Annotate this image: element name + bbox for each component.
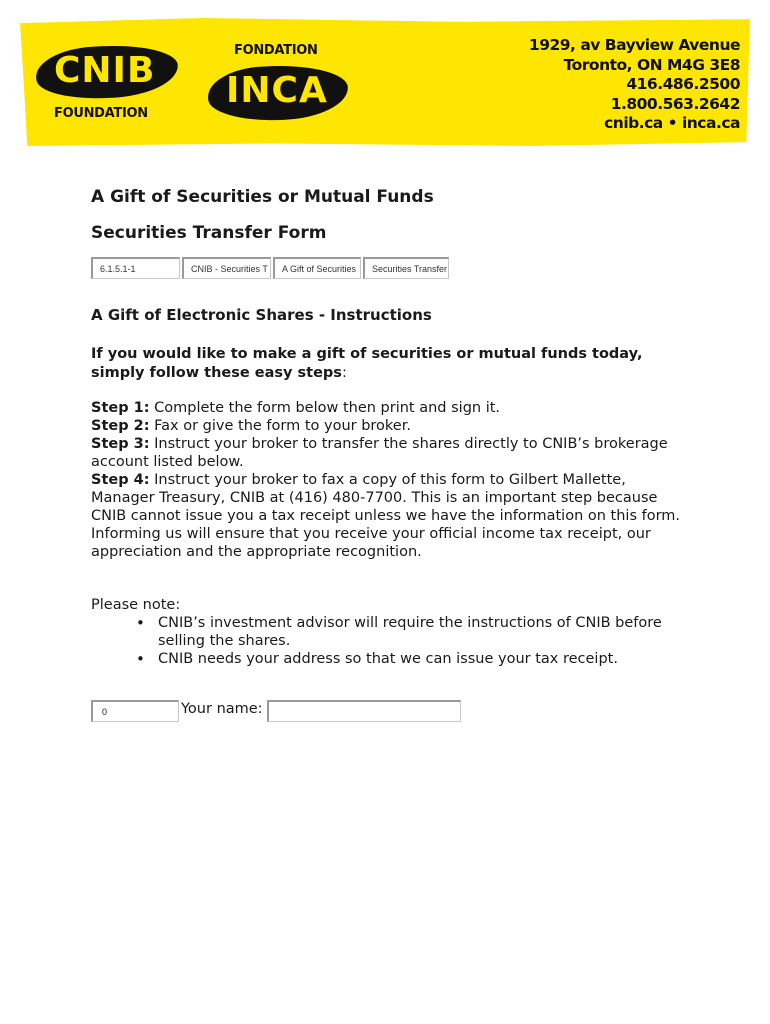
address-street: 1929, av Bayview Avenue xyxy=(528,36,740,54)
step-text: Instruct your broker to transfer the shares directly to CNIB’s brokerage account listed below. xyxy=(91,436,668,470)
fondation-label: FONDATION xyxy=(234,43,318,58)
inca-logo-word: INCA xyxy=(226,70,328,111)
lead-text: If you would like to make a gift of securities or mutual funds today, simply follow these easy steps xyxy=(91,346,643,381)
note-heading: Please note: xyxy=(91,597,181,613)
form-code-field[interactable]: CNIB - Securities T xyxy=(182,257,271,279)
steps-list xyxy=(91,399,691,561)
step-label: Step 1: xyxy=(91,400,150,416)
document-subtitle: Securities Transfer Form xyxy=(91,223,327,243)
please-note-section xyxy=(91,596,691,668)
note-bullet: • CNIB needs your address so that we can issue your tax receipt. xyxy=(136,650,691,668)
form-code-field[interactable]: 6.1.5.1-1 xyxy=(91,257,180,279)
document-title: A Gift of Securities or Mutual Funds xyxy=(91,187,434,207)
cnib-logo-word: CNIB xyxy=(54,50,156,91)
step-label: Step 2: xyxy=(91,418,150,434)
note-bullet: • CNIB’s investment advisor will require the instructions of CNIB before selling the shares. xyxy=(136,614,691,650)
name-input[interactable] xyxy=(267,700,461,722)
name-row xyxy=(91,700,691,722)
step-item xyxy=(91,435,691,471)
step-item xyxy=(91,471,691,561)
name-label: Your name: xyxy=(181,701,263,717)
lead-colon: : xyxy=(341,364,347,381)
form-code-fields xyxy=(91,257,691,279)
step-text: Complete the form below then print and sign it. xyxy=(149,400,501,416)
lead-paragraph xyxy=(91,345,691,382)
document-body xyxy=(91,186,691,722)
step-item xyxy=(91,417,691,435)
counter-field[interactable]: 0 xyxy=(91,700,179,722)
step-item xyxy=(91,399,691,417)
form-code-field[interactable]: Securities Transfer xyxy=(363,257,449,279)
step-label: Step 3: xyxy=(91,436,150,452)
step-label: Step 4: xyxy=(91,472,150,488)
instructions-heading: A Gift of Electronic Shares - Instructions xyxy=(91,306,432,324)
foundation-label: FOUNDATION xyxy=(54,106,148,121)
website-links: cnib.ca • inca.ca xyxy=(604,114,740,132)
phone-local: 416.486.2500 xyxy=(626,75,740,93)
address-city: Toronto, ON M4G 3E8 xyxy=(563,55,740,74)
contact-address xyxy=(529,36,740,134)
step-text: Fax or give the form to your broker. xyxy=(149,418,411,434)
note-bullet-list xyxy=(136,614,691,668)
step-text: Instruct your broker to fax a copy of this form to Gilbert Mallette, Manager Treasury, CNIB at (416) 480-7700. This is an important step because CNIB cannot issue you a tax receipt unless we have the information on this form. Informing us will ensure that you receive your official income tax receipt, our appreciation and the appropriate recognition. xyxy=(91,472,681,560)
phone-tollfree: 1.800.563.2642 xyxy=(610,94,740,113)
form-code-field[interactable]: A Gift of Securities xyxy=(273,257,361,279)
